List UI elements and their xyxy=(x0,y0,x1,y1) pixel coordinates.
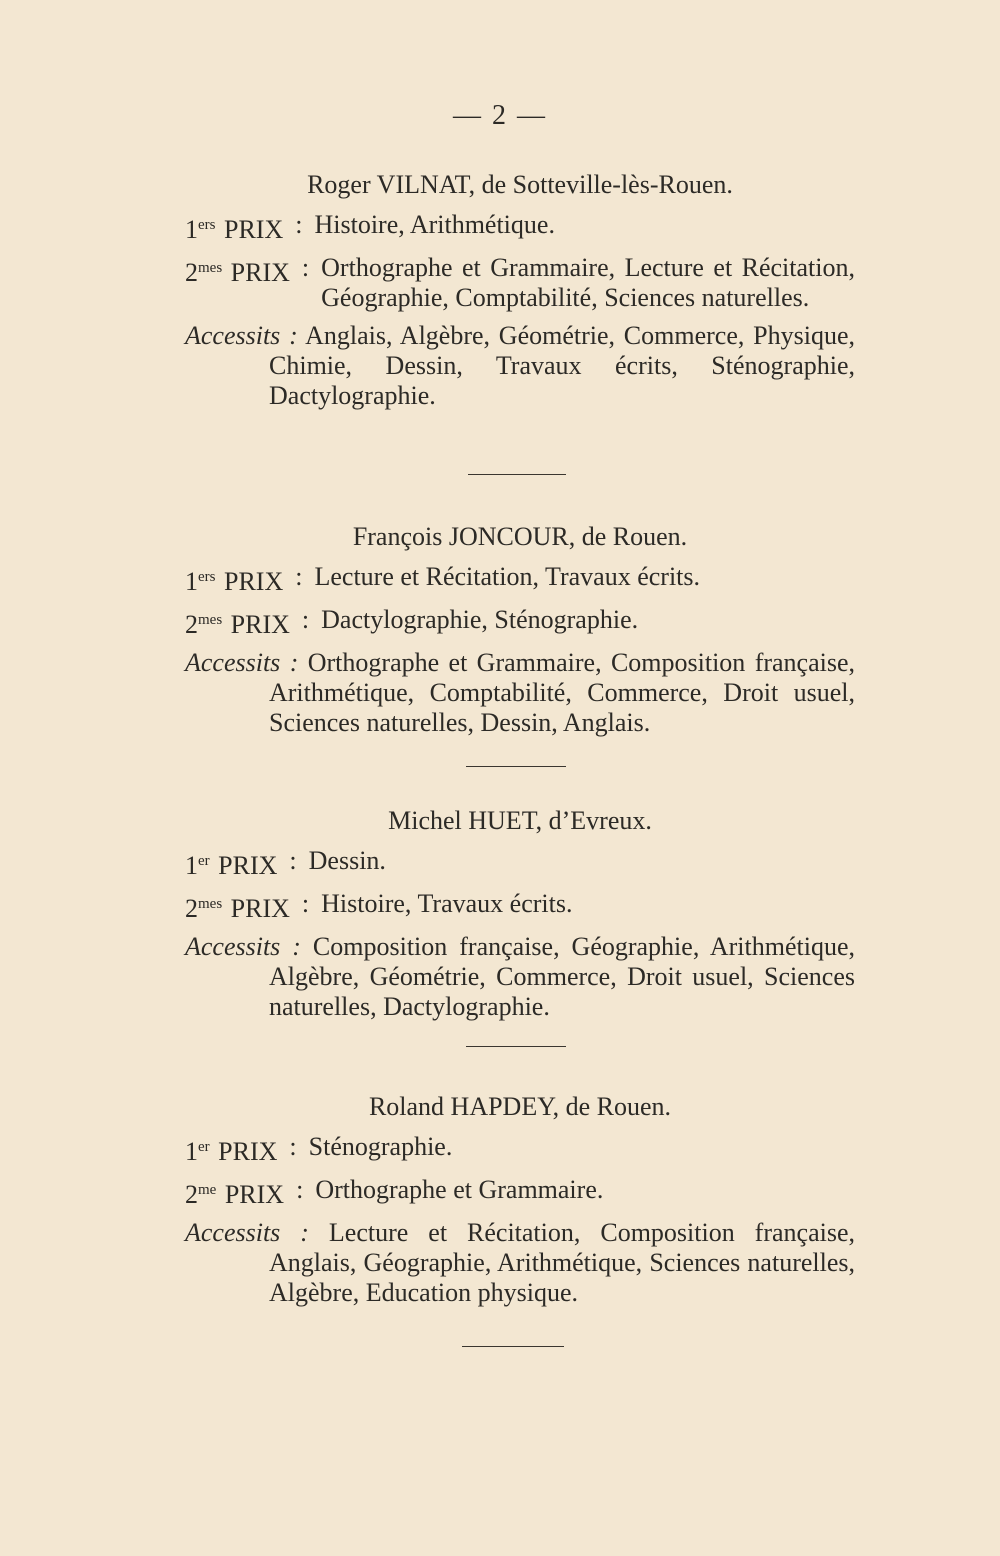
first-prize-subjects: Histoire, Arithmétique. xyxy=(314,210,555,239)
separator-rule xyxy=(468,474,566,475)
accessits-line xyxy=(185,321,855,411)
accessits-line xyxy=(185,932,855,1022)
second-prize-line: $2^{mes}$ PRIX : Dactylographie, Sténographie. xyxy=(185,605,855,640)
accessits-label: Accessits : xyxy=(185,1218,309,1247)
laureate-name: Roland HAPDEY, de Rouen. xyxy=(368,1092,672,1121)
second-prize-line: $2^{mes}$ PRIX : Orthographe et Grammaire, Lecture et Récitation, Géographie, Comptabilité, Sciences naturelles. xyxy=(185,253,855,312)
second-prize-subjects: Orthographe et Grammaire, Lecture et Récitation, Géographie, Comptabilité, Sciences naturelles. xyxy=(321,253,855,312)
prize-label: $2^{mes}$ PRIX xyxy=(185,610,290,639)
accessits-line xyxy=(185,1218,855,1308)
second-prize-subjects: Histoire, Travaux écrits. xyxy=(321,889,573,918)
first-prize-line: 1er PRIX : Dessin. xyxy=(185,846,855,881)
first-prize-subjects: Lecture et Récitation, Travaux écrits. xyxy=(314,562,701,591)
second-prize-subjects: Dactylographie, Sténographie. xyxy=(321,605,639,634)
laureate-entry xyxy=(185,1092,855,1308)
laureate-name: François JONCOUR, de Rouen. xyxy=(352,522,688,551)
accessits-label: Accessits : xyxy=(185,321,298,350)
accessits-subjects: Orthographe et Grammaire, Composition française, Arithmétique, Comptabilité, Commerce, Droit usuel, Sciences naturelles, Dessin, Anglais. xyxy=(269,648,856,737)
prize-label: 1er PRIX xyxy=(185,1137,278,1166)
prize-label: 1ers PRIX xyxy=(185,215,284,244)
accessits-label: Accessits : xyxy=(185,648,299,677)
first-prize-line: 1ers PRIX : Histoire, Arithmétique. xyxy=(185,210,855,245)
first-prize-subjects: Dessin. xyxy=(308,846,386,875)
prize-label: $2^{me}$ PRIX xyxy=(185,1180,285,1209)
prize-label: $2^{mes}$ PRIX xyxy=(185,258,290,287)
laureate-name: Roger VILNAT, de Sotteville-lès-Rouen. xyxy=(307,170,733,199)
accessits-label: Accessits : xyxy=(185,932,301,961)
accessits-subjects: Anglais, Algèbre, Géométrie, Commerce, Physique, Chimie, Dessin, Travaux écrits, Sténographie, Dactylographie. xyxy=(269,321,855,410)
page-number: — 2 — xyxy=(453,100,547,131)
first-prize-subjects: Sténographie. xyxy=(308,1132,453,1161)
laureate-name: Michel HUET, d’Evreux. xyxy=(388,806,652,835)
first-prize-line: 1ers PRIX : Lecture et Récitation, Travaux écrits. xyxy=(185,562,855,597)
second-prize-line: $2^{me}$ PRIX : Orthographe et Grammaire. xyxy=(185,1175,855,1210)
prize-label: 1er PRIX xyxy=(185,851,278,880)
prize-label: 1ers PRIX xyxy=(185,567,284,596)
accessits-line xyxy=(185,648,855,738)
second-prize-subjects: Orthographe et Grammaire. xyxy=(315,1175,604,1204)
first-prize-line: 1er PRIX : Sténographie. xyxy=(185,1132,855,1167)
separator-rule xyxy=(462,1346,564,1347)
second-prize-line: $2^{mes}$ PRIX : Histoire, Travaux écrits. xyxy=(185,889,855,924)
prize-label: $2^{mes}$ PRIX xyxy=(185,894,290,923)
laureate-entry xyxy=(185,170,855,411)
separator-rule xyxy=(466,766,566,767)
laureate-entry xyxy=(185,806,855,1022)
laureate-entry xyxy=(185,522,855,738)
separator-rule xyxy=(466,1046,566,1047)
accessits-subjects: Composition française, Géographie, Arithmétique, Algèbre, Géométrie, Commerce, Droit usuel, Sciences naturelles, Dactylographie. xyxy=(269,932,855,1021)
accessits-subjects: Lecture et Récitation, Composition française, Anglais, Géographie, Arithmétique, Sciences naturelles, Algèbre, Education physique. xyxy=(269,1218,855,1307)
